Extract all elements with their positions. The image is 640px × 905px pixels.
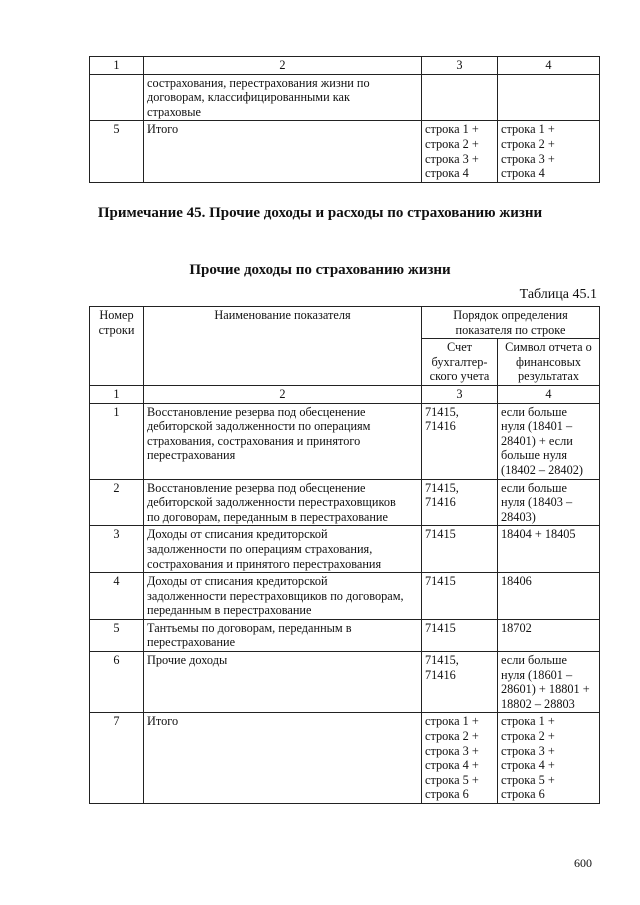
table-row (90, 479, 600, 526)
row-name: Доходы от списания кредиторской задолженности перестраховщиков по договорам, переданным в перестрахование (144, 573, 422, 620)
header-account: Счет бухгалтер- ского учета (422, 339, 498, 386)
row-name: Итого (144, 121, 422, 182)
row-account: 71415 (422, 573, 498, 620)
col-number-1: 1 (90, 57, 144, 75)
row-name: Итого (144, 713, 422, 804)
table-label: Таблица 45.1 (519, 287, 597, 302)
row-number (90, 74, 144, 121)
row-symbol: 18406 (498, 573, 600, 620)
col-number-4: 4 (498, 385, 600, 403)
row-number: 2 (90, 479, 144, 526)
header-row-number: Номер строки (90, 307, 144, 386)
row-symbol: если больше нуля (18401 – 28401) + если больше нуля (18402 – 28402) (498, 403, 600, 479)
row-symbol: 18404 + 18405 (498, 526, 600, 573)
row-number: 3 (90, 526, 144, 573)
table-row (90, 526, 600, 573)
row-symbol (498, 74, 600, 121)
col-number-3: 3 (422, 385, 498, 403)
table-row (90, 713, 600, 804)
row-name: Восстановление резерва под обесценение дебиторской задолженности перестраховщиков по договорам, переданным в перестрахование (144, 479, 422, 526)
col-number-2: 2 (144, 385, 422, 403)
row-name: Прочие доходы (144, 652, 422, 713)
row-number: 6 (90, 652, 144, 713)
row-symbol: если больше нуля (18403 – 28403) (498, 479, 600, 526)
table-row (90, 403, 600, 479)
row-symbol: если больше нуля (18601 – 28601) + 18801 + 18802 – 28803 (498, 652, 600, 713)
row-name: Доходы от списания кредиторской задолженности по операциям страхования, сострахования и принятого перестрахования (144, 526, 422, 573)
row-number: 5 (90, 619, 144, 651)
page-number: 600 (574, 856, 592, 870)
row-symbol: строка 1 + строка 2 + строка 3 + строка 4 + строка 5 + строка 6 (498, 713, 600, 804)
row-number: 7 (90, 713, 144, 804)
row-number: 5 (90, 121, 144, 182)
col-number-2: 2 (144, 57, 422, 75)
row-name: сострахования, перестрахования жизни по договорам, классифицированными как страховые (144, 74, 422, 121)
row-account: 71415 (422, 619, 498, 651)
row-account: строка 1 + строка 2 + строка 3 + строка 4 (422, 121, 498, 182)
row-name: Тантьемы по договорам, переданным в перестрахование (144, 619, 422, 651)
table-row (90, 652, 600, 713)
row-name: Восстановление резерва под обесценение дебиторской задолженности по операциям страхования, сострахования и принятого перестрахования (144, 403, 422, 479)
table-row (90, 573, 600, 620)
note-heading: Примечание 45. Прочие доходы и расходы по страхованию жизни (97, 205, 543, 221)
table-row (90, 619, 600, 651)
section-heading: Прочие доходы по страхованию жизни (189, 262, 451, 278)
row-symbol: строка 1 + строка 2 + строка 3 + строка 4 (498, 121, 600, 182)
row-account: 71415 (422, 526, 498, 573)
income-table (89, 306, 600, 804)
col-number-4: 4 (498, 57, 600, 75)
table-numbering-row (90, 385, 600, 403)
row-number: 1 (90, 403, 144, 479)
col-number-1: 1 (90, 385, 144, 403)
row-account: строка 1 + строка 2 + строка 3 + строка 4 + строка 5 + строка 6 (422, 713, 498, 804)
continuation-table (89, 56, 600, 183)
table-row (90, 121, 600, 182)
col-number-3: 3 (422, 57, 498, 75)
header-procedure: Порядок определения показателя по строке (422, 307, 600, 339)
table-row (90, 74, 600, 121)
table-header-row (90, 307, 600, 339)
row-account (422, 74, 498, 121)
header-report-symbol: Символ отчета о финансовых результатах (498, 339, 600, 386)
row-account: 71415, 71416 (422, 652, 498, 713)
row-account: 71415, 71416 (422, 479, 498, 526)
row-symbol: 18702 (498, 619, 600, 651)
row-account: 71415, 71416 (422, 403, 498, 479)
row-number: 4 (90, 573, 144, 620)
header-indicator-name: Наименование показателя (144, 307, 422, 386)
table-header-row (90, 57, 600, 75)
